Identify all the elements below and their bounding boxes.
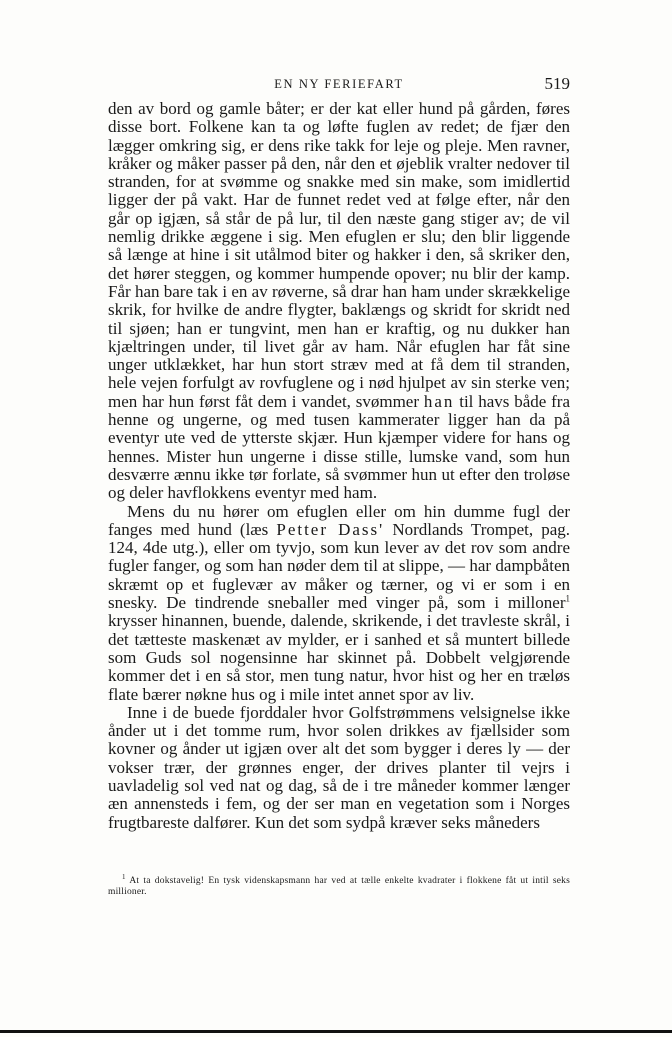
running-title: EN NY FERIEFART	[274, 77, 404, 91]
scan-edge	[0, 1030, 672, 1033]
paragraph-2-text-a: Mens du nu hører om efuglen eller om hin dumme fugl der fanges med hund (læs	[108, 501, 570, 539]
author-name: Petter Dass'	[276, 519, 385, 539]
footnote	[108, 872, 570, 898]
footnote-text: At ta dokstavelig! En tysk videnskapsmann har ved at tælle enkelte kvadrater i flokkene fåt ut intil seks millioner.	[108, 876, 570, 897]
spaced-word: han	[423, 391, 455, 411]
paragraph-3-text: Inne i de buede fjorddaler hvor Golfstrømmens velsignelse ikke ånder ut i det tomme rum, hvor solen drikkes av fjællsider som kovner og ånder ut igjæn over alt det som bygger i deres ly — der vokser trær, der grønnes enger, der drives planter til vejrs i uavladelig sol ved nat og dag, så de i tre måneder kommer længer æn annensteds i fem, og der ser man en vegetation som i Norges frugtbareste dalfører. Kun det som sydpå kræver seks måneders	[108, 702, 570, 832]
paragraph-1-end: til havs både fra henne og ungerne, og med tusen kammerater ligger han da på eventyr ute ved de ytterste skjær. Hun kjæmper videre for hans og hennes. Mister hun ungerne i disse stille, lumske vand, som hun desværre ænnu ikke tør forlate, så svømmer hun ut efter den troløse og deler havflokkens eventyr med ham.	[108, 391, 570, 503]
paragraph-1	[108, 100, 570, 503]
paragraph-3	[108, 704, 570, 832]
paragraph-2	[108, 503, 570, 704]
body-text	[108, 100, 570, 832]
paragraph-2-text-b: Nordlands Trompet, pag. 124, 4de utg.), eller om tyvjo, som kun lever av det rov som andre fugler fanger, og som han nøder dem til at slippe, — har dampbåten skræmt op et fuglevær av måker og tærner, og vi er som i en snesky. De tindrende sneballer med vinger på, som i milloner	[108, 519, 571, 613]
footnote-marker: 1	[122, 872, 126, 881]
page-header	[108, 74, 570, 96]
page-number: 519	[544, 74, 570, 93]
footnote-ref: 1	[565, 593, 570, 604]
paragraph-1-text: den av bord og gamle båter; er der kat eller hund på gården, føres disse bort. Folkene kan ta og løfte fuglen av redet; de fjær den lægger omkring sig, er dens rike takk for leje og pleje. Men ravner, kråker og måker passer på den, når den et øjeblik vralter nedover til stranden, for at svømme og snakke med sin make, som imidlertid ligger der på vakt. Har de funnet redet ved at følge efter, når den går op igjæn, så står de på lur, til den næste gang stiger av; de vil nemlig drikke æggene i sig. Men efuglen er slu; den blir liggende så længe at hine i sit utålmod biter og hakker i den, så skriker den, det hører steggen, og kommer humpende opover; nu blir der kamp. Får han bare tak i en av røverne, så drar han ham under skrækkelige skrik, for hvilke de andre flygter, baklængs og skridt for skridt ned til sjøen; han er tungvint, men han er kraftig, og nu dukker han kjæltringen under, til livet går av ham. Når efuglen har fåt sine unger utklækket, har hun stort stræv med at få dem til stranden, hele vejen forfulgt av rovfuglene og i nød hjulpet av sin sterke ven; men har hun først fåt dem i vandet, svømmer	[108, 99, 570, 411]
paragraph-2-text-c: krysser hinannen, buende, dalende, skrikende, i det travleste skrål, i det tætteste maskenæt av mylder, er i sanhed et så muntert billede som Guds sol nogensinne har skinnet på. Dobbelt velgjørende kommer det i en så stor, men tung natur, hvor hist og her en træløs flate bærer nøkne hus og i mile intet annet spor av liv.	[108, 611, 570, 704]
